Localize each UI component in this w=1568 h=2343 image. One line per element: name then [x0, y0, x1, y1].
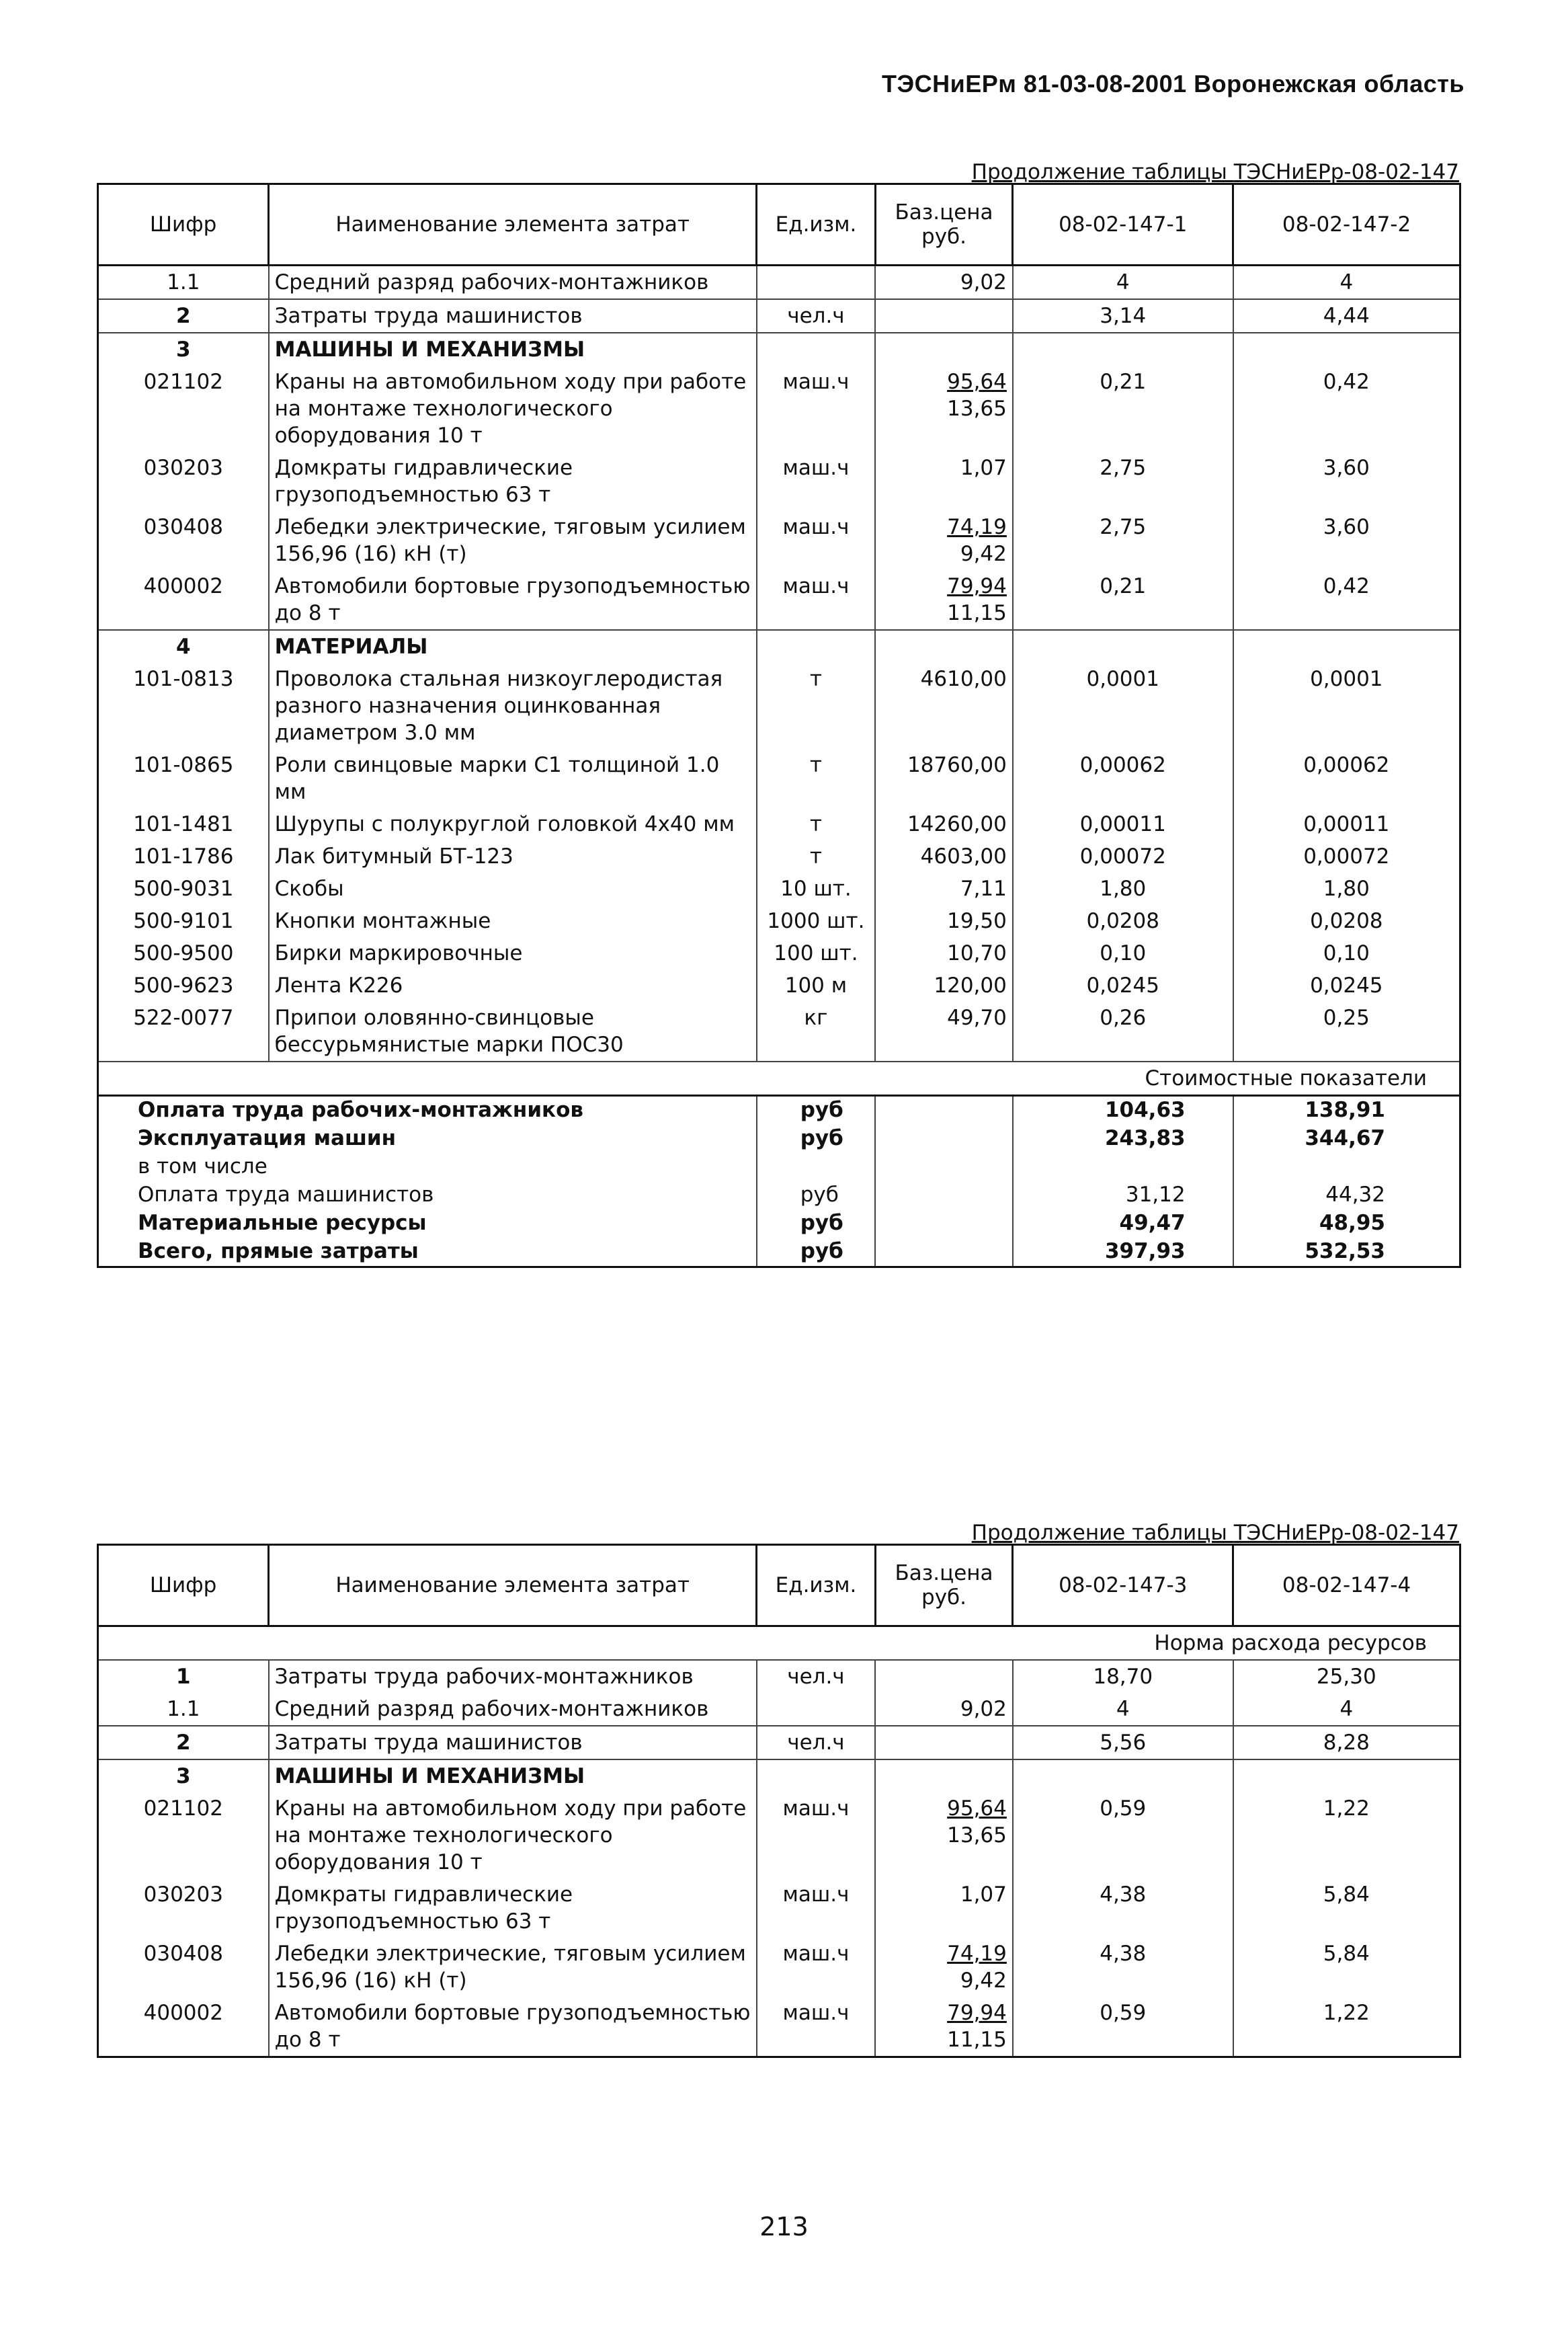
summary-name: Оплата труда машинистов: [98, 1181, 757, 1209]
row-name: Припои оловянно-свинцовые бессурьмянистые марки ПОС30: [269, 1002, 757, 1062]
document-header: ТЭСНиЕРм 81-03-08-2001 Воронежская область: [882, 70, 1464, 97]
row-value-1: 2,75: [1013, 511, 1233, 570]
price-top: 74,19: [947, 515, 1007, 539]
price-bottom: 9,42: [960, 1969, 1007, 1993]
table-row: [98, 905, 1460, 937]
row-code: 500-9623: [98, 969, 269, 1002]
row-value-1: 5,56: [1013, 1726, 1233, 1759]
row-price: 10,70: [875, 937, 1013, 969]
row-price: 9,02: [875, 1693, 1013, 1726]
price-top: 79,94: [947, 574, 1007, 598]
row-code: 101-1481: [98, 808, 269, 840]
summary-unit: руб: [757, 1238, 875, 1267]
summary-row: [98, 1238, 1460, 1267]
row-price: 4610,00: [875, 663, 1013, 749]
row-unit: чел.ч: [757, 299, 875, 333]
row-price: 4603,00: [875, 840, 1013, 873]
row-price: [875, 1792, 1013, 1878]
row-name: МАТЕРИАЛЫ: [269, 630, 757, 663]
caption-code: ТЭСНиЕРр-08-02-147: [1233, 1521, 1459, 1545]
table1-header-row: [98, 184, 1460, 266]
row-unit: [757, 630, 875, 663]
row-code: 021102: [98, 366, 269, 452]
row-code: 400002: [98, 1997, 269, 2057]
summary-row: [98, 1125, 1460, 1153]
row-code: 1.1: [98, 266, 269, 300]
summary-price: [875, 1125, 1013, 1153]
row-price: [875, 1726, 1013, 1759]
price-bottom: 13,65: [947, 397, 1007, 421]
row-value-2: 0,00011: [1303, 812, 1390, 836]
price-bottom: 11,15: [947, 2028, 1007, 2052]
row-name: Лебедки электрические, тяговым усилием 156,96 (16) кН (т): [269, 1938, 757, 1997]
row-unit: маш.ч: [757, 1878, 875, 1938]
row-unit: маш.ч: [757, 366, 875, 452]
table-row: [98, 873, 1460, 905]
table-row: [98, 1878, 1460, 1938]
row-value-2: 1,22: [1323, 2001, 1370, 2025]
summary-value-2: 344,67: [1305, 1126, 1385, 1150]
row-price: 49,70: [875, 1002, 1013, 1062]
row-name: Средний разряд рабочих-монтажников: [269, 1693, 757, 1726]
table2-caption: [972, 1521, 1459, 1545]
summary-price: [875, 1153, 1013, 1181]
row-value-2: 5,84: [1323, 1942, 1370, 1966]
row-unit: 100 шт.: [757, 937, 875, 969]
table-row: [98, 937, 1460, 969]
row-code: 3: [98, 333, 269, 366]
row-price: [875, 630, 1013, 663]
table1: [97, 183, 1461, 1268]
row-value-2: 1,80: [1323, 877, 1370, 901]
row-unit: 1000 шт.: [757, 905, 875, 937]
row-value-2: 1,22: [1323, 1796, 1370, 1821]
row-name: Бирки маркировочные: [269, 937, 757, 969]
summary-price: [875, 1096, 1013, 1125]
table1-body: [98, 266, 1460, 1267]
row-value-2: 8,28: [1233, 1726, 1460, 1759]
row-name: Автомобили бортовые грузоподъемностью до 8 т: [269, 570, 757, 630]
row-value-1: 0,59: [1013, 1997, 1233, 2057]
row-value-1: 0,00062: [1013, 749, 1233, 808]
row-unit: [757, 266, 875, 300]
row-price: [875, 511, 1013, 570]
row-unit: т: [757, 840, 875, 873]
summary-value-1: 243,83: [1013, 1125, 1233, 1153]
row-code: 1.1: [98, 1693, 269, 1726]
row-unit: т: [757, 808, 875, 840]
row-price: [875, 1938, 1013, 1997]
summary-unit: руб: [757, 1125, 875, 1153]
row-value-2: 0,00072: [1303, 844, 1390, 869]
row-name: Кнопки монтажные: [269, 905, 757, 937]
summary-name: Всего, прямые затраты: [98, 1238, 757, 1267]
summary-price: [875, 1181, 1013, 1209]
row-value-1: 1,80: [1013, 873, 1233, 905]
row-price: [875, 1997, 1013, 2057]
col-header-price: Баз.цена руб.: [875, 1545, 1013, 1626]
caption-prefix: Продолжение таблицы: [971, 1521, 1234, 1545]
table-row: [98, 1693, 1460, 1726]
table-row: [98, 511, 1460, 570]
row-price: [875, 299, 1013, 333]
row-code: 101-1786: [98, 840, 269, 873]
row-price: [875, 333, 1013, 366]
row-unit: кг: [757, 1002, 875, 1062]
row-value-1: 0,0001: [1013, 663, 1233, 749]
row-price: [875, 570, 1013, 630]
col-header-price: Баз.цена руб.: [875, 184, 1013, 266]
row-value-1: 0,00072: [1013, 840, 1233, 873]
row-value-1: 2,75: [1013, 452, 1233, 511]
row-value-1: 4: [1013, 266, 1233, 300]
summary-name: в том числе: [98, 1153, 757, 1181]
summary-value-2: 44,32: [1325, 1183, 1385, 1207]
price-top: 74,19: [947, 1942, 1007, 1966]
table-row: [98, 1726, 1460, 1759]
row-name: Скобы: [269, 873, 757, 905]
table-row: [98, 266, 1460, 300]
row-unit: [757, 1693, 875, 1726]
row-name: МАШИНЫ И МЕХАНИЗМЫ: [269, 333, 757, 366]
row-name: Шурупы с полукруглой головкой 4х40 мм: [269, 808, 757, 840]
summary-value-2: [1233, 1153, 1460, 1181]
table-row: [98, 570, 1460, 630]
summary-name: Материальные ресурсы: [98, 1209, 757, 1238]
summary-value-1: 104,63: [1013, 1096, 1233, 1125]
row-value-1: 18,70: [1013, 1660, 1233, 1693]
col-header-unit: Ед.изм.: [757, 184, 875, 266]
table2-body: [98, 1626, 1460, 2057]
row-name: Лента К226: [269, 969, 757, 1002]
table2: [97, 1544, 1461, 2058]
table-row: [98, 299, 1460, 333]
summary-name: Эксплуатация машин: [98, 1125, 757, 1153]
row-value-2: 4: [1339, 1697, 1354, 1721]
summary-value-1: 49,47: [1013, 1209, 1233, 1238]
row-name: МАШИНЫ И МЕХАНИЗМЫ: [269, 1759, 757, 1792]
row-value-1: 0,26: [1013, 1002, 1233, 1062]
row-name: Затраты труда машинистов: [269, 1726, 757, 1759]
row-value-2: 4: [1233, 266, 1460, 300]
table-row: [98, 969, 1460, 1002]
row-value-2: 0,00062: [1303, 753, 1390, 777]
row-unit: маш.ч: [757, 511, 875, 570]
table1-caption: [972, 160, 1459, 184]
row-price: 120,00: [875, 969, 1013, 1002]
row-value-1: [1013, 1759, 1233, 1792]
price-top: 95,64: [947, 370, 1007, 394]
table-row: [98, 333, 1460, 366]
row-code: 4: [98, 630, 269, 663]
row-price: 14260,00: [875, 808, 1013, 840]
row-code: 2: [98, 1726, 269, 1759]
row-price: 18760,00: [875, 749, 1013, 808]
table2-header-row: [98, 1545, 1460, 1626]
caption-code: ТЭСНиЕРр-08-02-147: [1233, 160, 1459, 184]
row-value-1: 0,21: [1013, 570, 1233, 630]
row-unit: маш.ч: [757, 1938, 875, 1997]
row-value-2: [1233, 1759, 1460, 1792]
row-code: 021102: [98, 1792, 269, 1878]
section-band-label: Стоимостные показатели: [98, 1062, 1460, 1096]
col-header-code: Шифр: [98, 184, 269, 266]
table-row: [98, 808, 1460, 840]
row-name: Краны на автомобильном ходу при работе на монтаже технологического оборудования 10 т: [269, 366, 757, 452]
table-row: [98, 1660, 1460, 1693]
summary-value-2: 48,95: [1319, 1211, 1385, 1235]
row-price: 1,07: [875, 1878, 1013, 1938]
section-band-row: [98, 1626, 1460, 1661]
row-code: 030203: [98, 1878, 269, 1938]
row-name: Затраты труда рабочих-монтажников: [269, 1660, 757, 1693]
row-value-2: 0,42: [1323, 574, 1370, 598]
col-header-v2: 08-02-147-2: [1233, 184, 1460, 266]
row-code: 030408: [98, 511, 269, 570]
row-name: Проволока стальная низкоуглеродистая разного назначения оцинкованная диаметром 3.0 мм: [269, 663, 757, 749]
row-code: 2: [98, 299, 269, 333]
row-value-2: 0,25: [1323, 1006, 1370, 1030]
summary-unit: [757, 1153, 875, 1181]
row-unit: маш.ч: [757, 452, 875, 511]
table-row: [98, 452, 1460, 511]
row-code: 400002: [98, 570, 269, 630]
col-header-name: Наименование элемента затрат: [269, 184, 757, 266]
section-band-label: Норма расхода ресурсов: [98, 1626, 1460, 1661]
price-bottom: 11,15: [947, 601, 1007, 625]
price-top: 95,64: [947, 1796, 1007, 1821]
row-unit: 100 м: [757, 969, 875, 1002]
row-price: 9,02: [875, 266, 1013, 300]
row-value-1: 3,14: [1013, 299, 1233, 333]
row-price: [875, 1759, 1013, 1792]
row-value-2: [1233, 333, 1460, 366]
row-value-2: [1233, 630, 1460, 663]
row-value-2: 25,30: [1233, 1660, 1460, 1693]
price-bottom: 9,42: [960, 542, 1007, 566]
col-header-unit: Ед.изм.: [757, 1545, 875, 1626]
row-unit: [757, 333, 875, 366]
row-code: 030408: [98, 1938, 269, 1997]
row-code: 101-0865: [98, 749, 269, 808]
row-code: 500-9500: [98, 937, 269, 969]
summary-value-1: [1013, 1153, 1233, 1181]
row-value-2: 5,84: [1323, 1882, 1370, 1907]
row-price: [875, 1660, 1013, 1693]
row-unit: т: [757, 749, 875, 808]
summary-value-1: 397,93: [1013, 1238, 1233, 1267]
row-unit: маш.ч: [757, 1997, 875, 2057]
table-row: [98, 1002, 1460, 1062]
row-unit: маш.ч: [757, 1792, 875, 1878]
table-row: [98, 1759, 1460, 1792]
price-top: 79,94: [947, 2001, 1007, 2025]
col-header-v1: 08-02-147-3: [1013, 1545, 1233, 1626]
summary-row: [98, 1096, 1460, 1125]
summary-unit: руб: [757, 1181, 875, 1209]
table-row: [98, 749, 1460, 808]
row-value-1: 4: [1013, 1693, 1233, 1726]
row-price: [875, 366, 1013, 452]
table-row: [98, 630, 1460, 663]
summary-row: [98, 1181, 1460, 1209]
row-value-2: 3,60: [1323, 456, 1370, 480]
summary-name: Оплата труда рабочих-монтажников: [98, 1096, 757, 1125]
row-code: 030203: [98, 452, 269, 511]
price-bottom: 13,65: [947, 1823, 1007, 1848]
page-number: 213: [759, 2212, 809, 2241]
summary-row: [98, 1209, 1460, 1238]
row-code: 3: [98, 1759, 269, 1792]
row-unit: [757, 1759, 875, 1792]
row-name: Роли свинцовые марки С1 толщиной 1.0 мм: [269, 749, 757, 808]
row-name: Краны на автомобильном ходу при работе на монтаже технологического оборудования 10 т: [269, 1792, 757, 1878]
row-name: Лак битумный БТ-123: [269, 840, 757, 873]
row-name: Автомобили бортовые грузоподъемностью до 8 т: [269, 1997, 757, 2057]
row-value-1: 0,00011: [1013, 808, 1233, 840]
table-row: [98, 1792, 1460, 1878]
row-value-2: 0,10: [1323, 941, 1370, 965]
caption-prefix: Продолжение таблицы: [971, 160, 1234, 184]
row-value-2: 4,44: [1233, 299, 1460, 333]
row-value-2: 0,0208: [1310, 909, 1383, 933]
row-value-2: 0,42: [1323, 370, 1370, 394]
row-unit: чел.ч: [757, 1660, 875, 1693]
row-price: 1,07: [875, 452, 1013, 511]
row-unit: чел.ч: [757, 1726, 875, 1759]
table-row: [98, 840, 1460, 873]
row-price: 19,50: [875, 905, 1013, 937]
row-name: Затраты труда машинистов: [269, 299, 757, 333]
section-band-row: [98, 1062, 1460, 1096]
row-value-1: 0,0245: [1013, 969, 1233, 1002]
summary-price: [875, 1209, 1013, 1238]
row-value-1: [1013, 630, 1233, 663]
row-value-1: 0,59: [1013, 1792, 1233, 1878]
row-name: Средний разряд рабочих-монтажников: [269, 266, 757, 300]
row-value-1: 0,0208: [1013, 905, 1233, 937]
summary-value-2: 138,91: [1233, 1096, 1460, 1125]
row-code: 500-9101: [98, 905, 269, 937]
col-header-v2: 08-02-147-4: [1233, 1545, 1460, 1626]
row-value-1: 4,38: [1013, 1938, 1233, 1997]
row-code: 522-0077: [98, 1002, 269, 1062]
col-header-v1: 08-02-147-1: [1013, 184, 1233, 266]
row-value-1: [1013, 333, 1233, 366]
summary-value-2: 532,53: [1305, 1239, 1385, 1263]
row-unit: т: [757, 663, 875, 749]
row-name: Лебедки электрические, тяговым усилием 156,96 (16) кН (т): [269, 511, 757, 570]
table-row: [98, 663, 1460, 749]
row-value-2: 0,0245: [1310, 974, 1383, 998]
row-value-1: 0,10: [1013, 937, 1233, 969]
summary-value-1: 31,12: [1013, 1181, 1233, 1209]
row-value-1: 0,21: [1013, 366, 1233, 452]
row-unit: 10 шт.: [757, 873, 875, 905]
summary-price: [875, 1238, 1013, 1267]
row-name: Домкраты гидравлические грузоподъемностью 63 т: [269, 1878, 757, 1938]
summary-unit: руб: [757, 1096, 875, 1125]
row-unit: маш.ч: [757, 570, 875, 630]
row-code: 101-0813: [98, 663, 269, 749]
summary-row: [98, 1153, 1460, 1181]
row-value-2: 0,0001: [1310, 667, 1383, 691]
col-header-name: Наименование элемента затрат: [269, 1545, 757, 1626]
row-price: 7,11: [875, 873, 1013, 905]
col-header-code: Шифр: [98, 1545, 269, 1626]
table-row: [98, 1938, 1460, 1997]
table-row: [98, 366, 1460, 452]
row-code: 1: [98, 1660, 269, 1693]
row-code: 500-9031: [98, 873, 269, 905]
table-row: [98, 1997, 1460, 2057]
summary-unit: руб: [757, 1209, 875, 1238]
row-name: Домкраты гидравлические грузоподъемностью 63 т: [269, 452, 757, 511]
row-value-2: 3,60: [1323, 515, 1370, 539]
row-value-1: 4,38: [1013, 1878, 1233, 1938]
